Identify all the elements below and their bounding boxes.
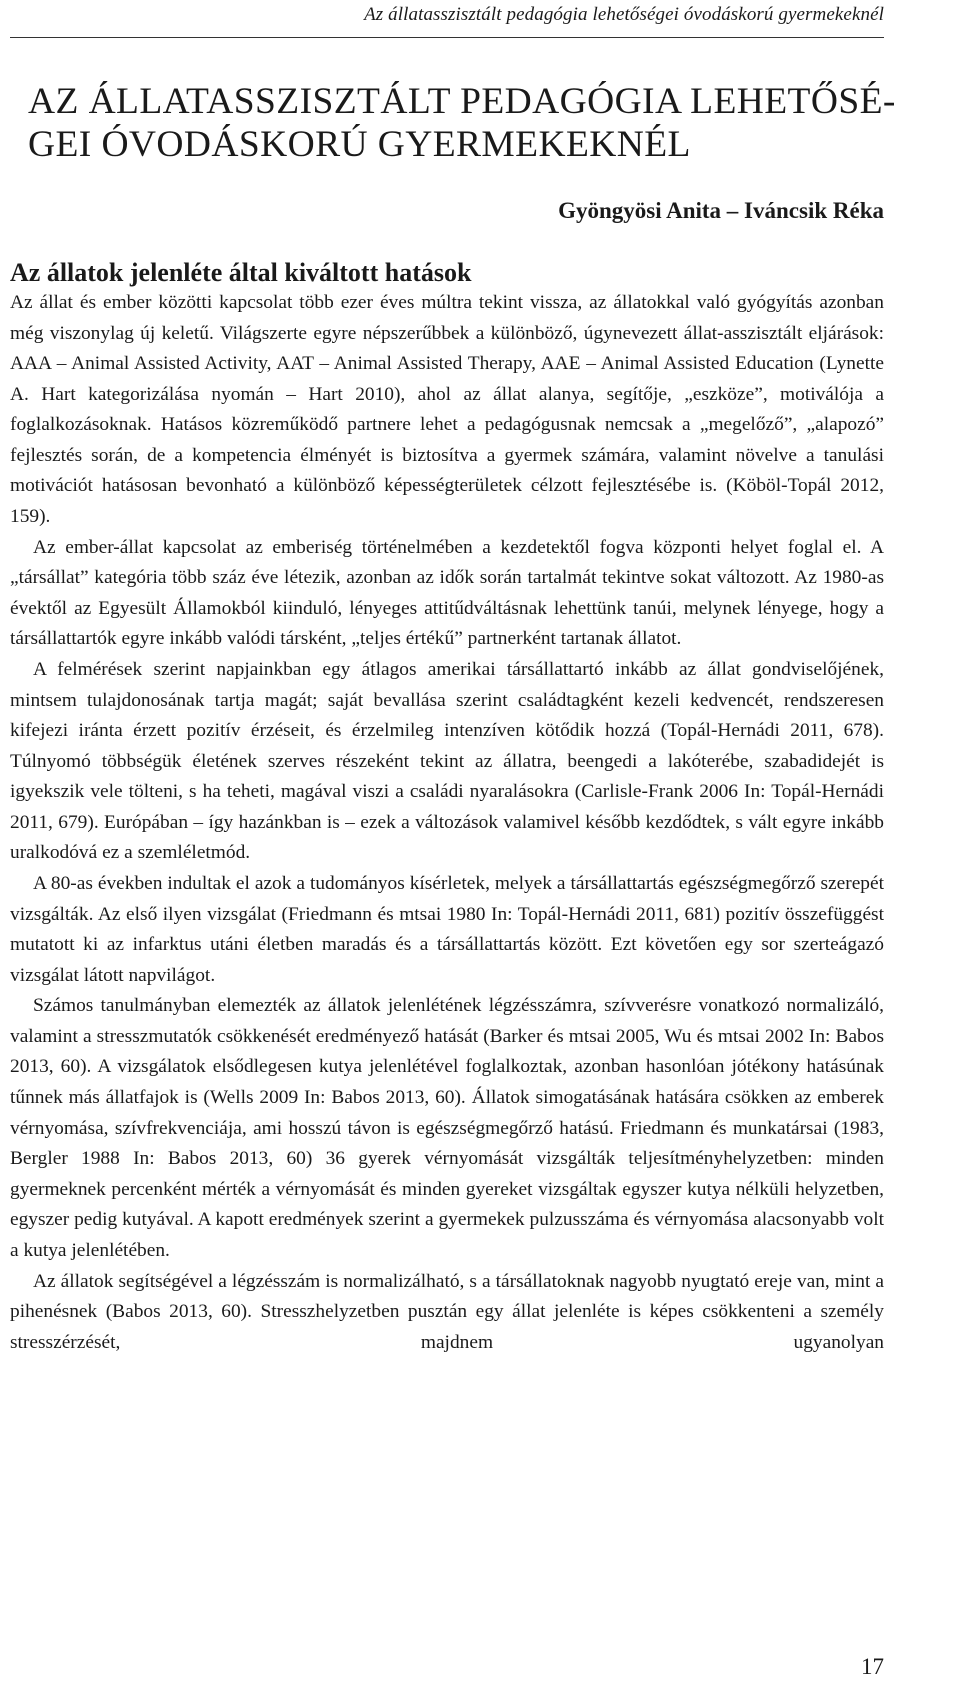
article-title (28, 80, 896, 166)
body-text (10, 288, 884, 1358)
paragraph-2: Az ember-állat kapcsolat az emberiség történelmében a kezdetektől fogva központi helyet foglal el. A „társállat” kategória több száz éve létezik, azonban az idők során tartalmát tekintve sokat változott. Az 1980-as évektől az Egyesült Államokból kiinduló, lényeges attitűdváltásnak lehettünk tanúi, melynek lényege, hogy a társállattartók egyre inkább valódi társként, „teljes értékű” partnerként tartanak állatot. (10, 536, 884, 650)
paragraph-5: Számos tanulmányban elemezték az állatok jelenlétének légzésszámra, szívverésre vonatkozó normalizáló, valamint a stresszmutatók csökkenését eredményező hatását (Barker és mtsai 2005, Wu és mtsai 2002 In: Babos 2013, 60). A vizsgálatok elsődlegesen kutya jelenlétével foglalkoztak, azonban hasonlóan jótékony hatásúnak tűnnek más állatfajok is (Wells 2009 In: Babos 2013, 60). Állatok simogatásának hatására csökken az emberek vérnyomása, szívfrekvenciája, ami hosszú távon is egészségmegőrző hatású. Friedmann és munkatársai (1983, Bergler 1988 In: Babos 2013, 60) 36 gyerek vérnyomását vizsgálták teljesítményhelyzetben: minden gyermeknek percenként mérték a vérnyomását és minden gyereket vizsgáltak egyszer kutya nélküli helyzetben, egyszer pedig kutyával. A kapott eredmények szerint a gyermekek pulzusszáma és vérnyomása alacsonyabb volt a kutya jelenlétében. (10, 995, 884, 1261)
running-head: Az állatasszisztált pedagógia lehetőségei óvodáskorú gyermekeknél (364, 4, 884, 25)
paragraph-6: Az állatok segítségével a légzésszám is normalizálható, s a társállatoknak nagyobb nyugtató ereje van, mint a pihenésnek (Babos 2013, 60). Stresszhelyzetben pusztán egy állat jelenléte is képes csökkenteni a személy stresszérzését, majdnem ugyanolyan (10, 1270, 884, 1353)
article-title-line-2: GEI ÓVODÁSKORÚ GYERMEKEKNÉL (28, 124, 691, 165)
article-title-line-1: AZ ÁLLATASSZISZTÁLT PEDAGÓGIA LEHETŐSÉ- (28, 81, 896, 122)
paragraph-1: Az állat és ember közötti kapcsolat több ezer éves múltra tekint vissza, az állatokkal való gyógyítás azonban még viszonylag új keletű. Világszerte egyre népszerűbbek a különböző, úgynevezett állat-asszisztált eljárások: AAA – Animal Assisted Activity, AAT – Animal Assisted Therapy, AAE – Animal Assisted Education (Lynette A. Hart kategorizálása nyomán – Hart 2010), ahol az állat alanya, segítője, „eszköze”, motiválója a foglalkozásoknak. Hatásos közreműködő partnere lehet a pedagógusnak nemcsak a „megelőző”, „alapozó” fejlesztés során, de a kompetencia élményét is biztosítva a gyermek számára, valamint növelve a tanulási motivációt hatásosan bevonható a különböző képességterületek célzott fejlesztésébe is. (Köböl-Topál 2012, 159). (10, 292, 884, 528)
page-number: 17 (861, 1654, 884, 1679)
paragraph-3: A felmérések szerint napjainkban egy átlagos amerikai társállattartó inkább az állat gondviselőjének, mintsem tulajdonosának tartja magát; saját bevallása szerint családtagként kezeli kedvencét, rendszeresen kifejezi iránta érzett pozitív érzéseit, és érzelmileg intenzíven kötődik hozzá (Topál-Hernádi 2011, 678). Túlnyomó többségük életének szerves részeként tekint az állatra, beengedi a lakóterébe, szabadidejét is igyekszik vele tölteni, s ha teheti, magával viszi a családi nyaralásokra (Carlisle-Frank 2006 In: Topál-Hernádi 2011, 679). Európában – így hazánkban is – ezek a változások valamivel később kezdődtek, s vált egyre inkább uralkodóvá ez a szemléletmód. (10, 658, 884, 864)
section-heading: Az állatok jelenléte által kiváltott hatások (10, 258, 472, 287)
header-rule (10, 37, 884, 38)
authors: Gyöngyösi Anita – Iváncsik Réka (558, 198, 884, 223)
paragraph-4: A 80-as években indultak el azok a tudományos kísérletek, melyek a társállattartás egészségmegőrző szerepét vizsgálták. Az első ilyen vizsgálat (Friedmann és mtsai 1980 In: Topál-Hernádi 2011, 681) pozitív összefüggést mutatott ki az infarktus utáni életben maradás és a társállattartás között. Ezt követően egy sor szerteágazó vizsgálat látott napvilágot. (10, 872, 884, 986)
